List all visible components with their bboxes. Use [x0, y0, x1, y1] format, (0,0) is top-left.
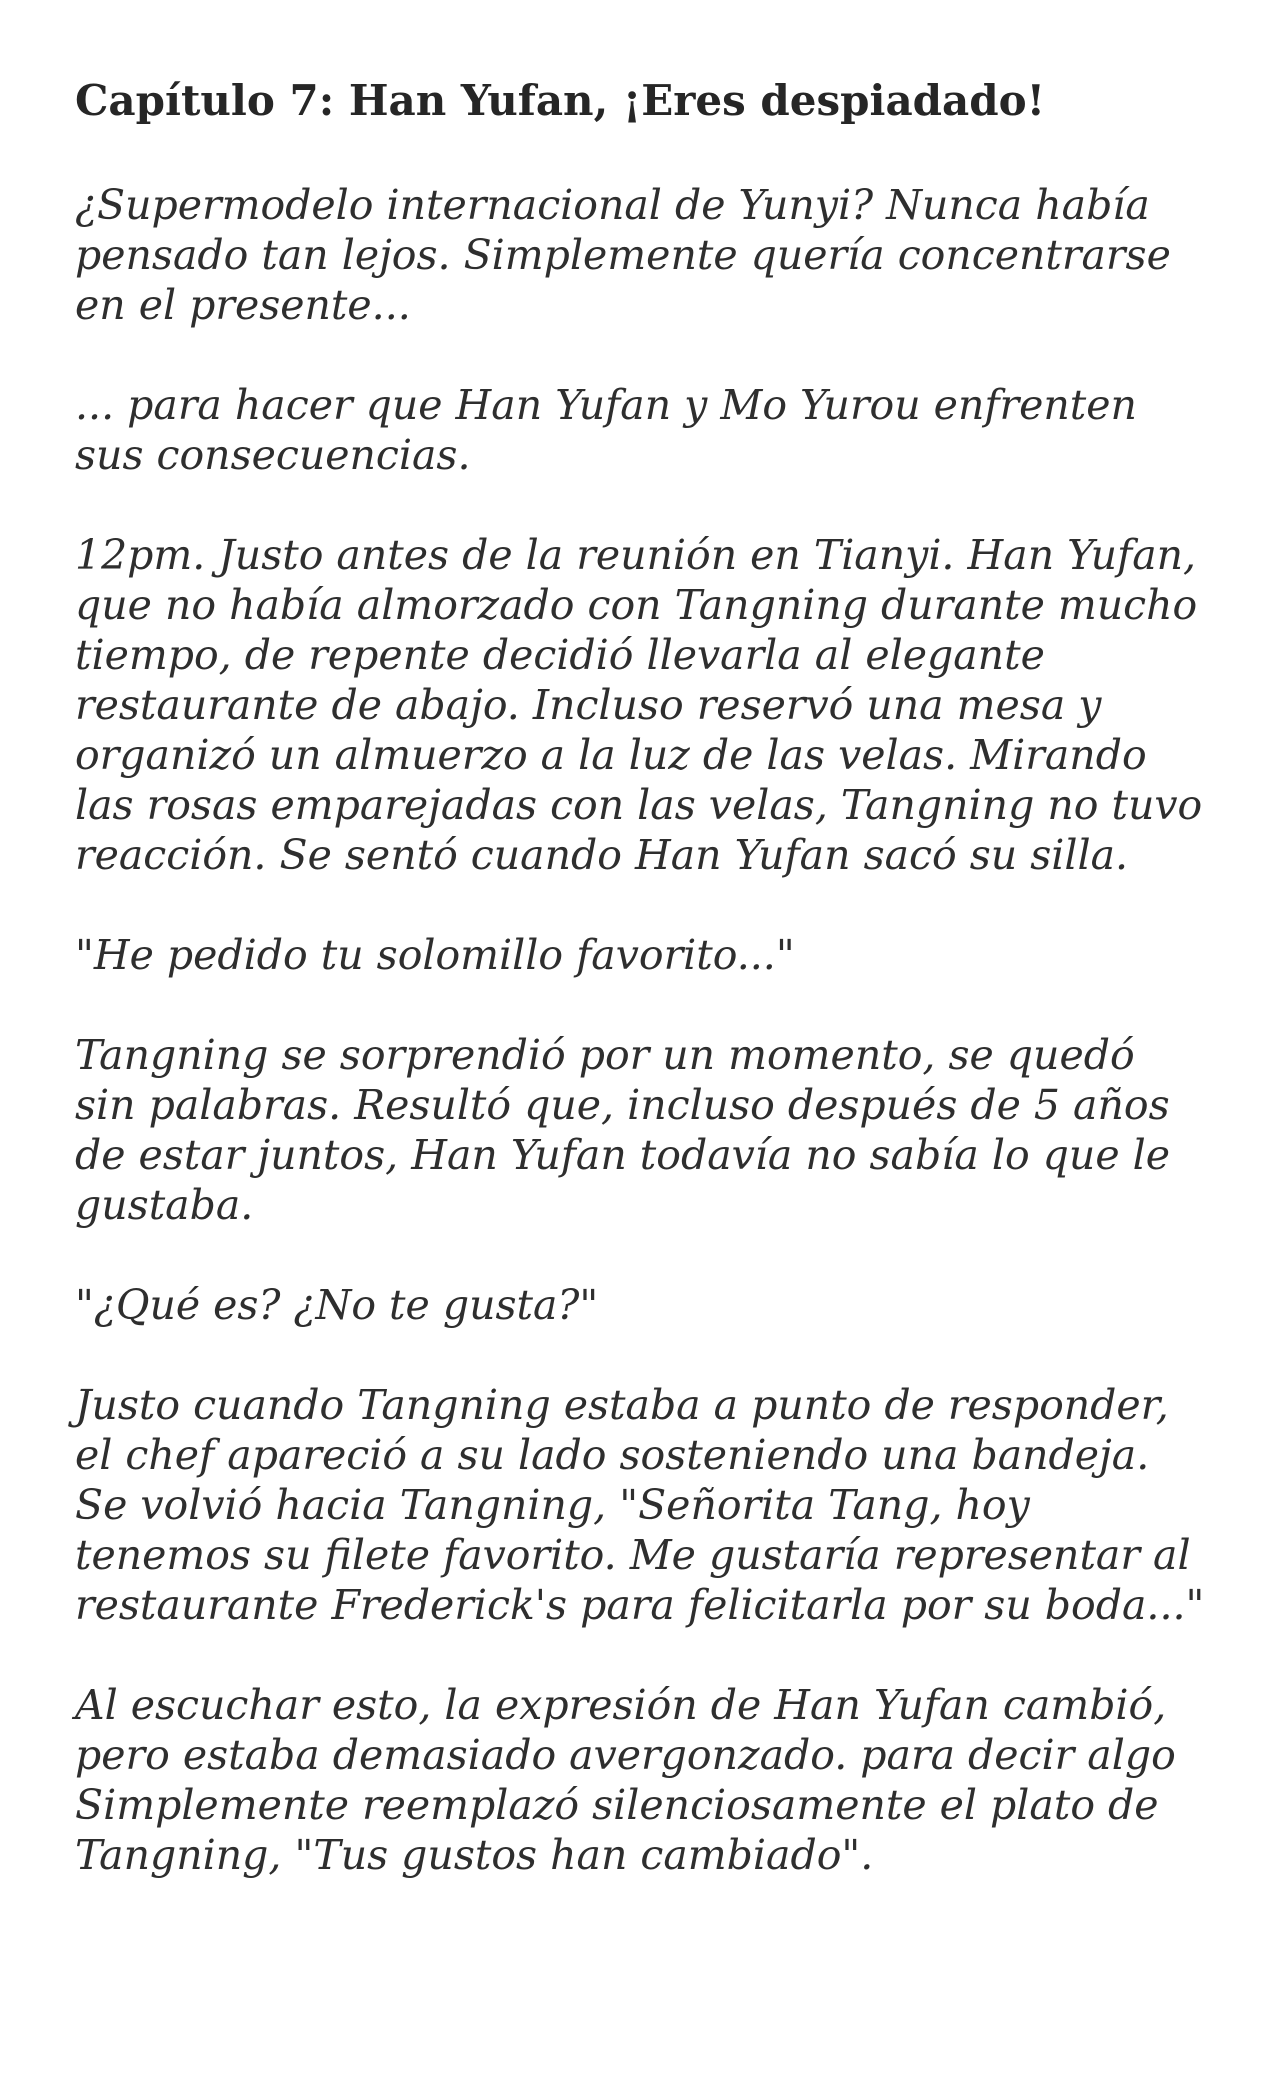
paragraph-2: ... para hacer que Han Yufan y Mo Yurou enfrenten sus consecuencias.: [75, 381, 1137, 479]
paragraph-4: "He pedido tu solomillo favorito...": [75, 931, 795, 979]
chapter-title: Capítulo 7: Han Yufan, ¡Eres despiadado!: [75, 76, 1046, 125]
paragraph-7: Justo cuando Tangning estaba a punto de responder, el chef apareció a su lado sosteniendo una bandeja. Se volvió hacia Tangning, "Señorita Tang, hoy tenemos su filete favorito. Me gustaría representar al restaurante Frederick's para felicitarla por su boda...": [75, 1381, 1205, 1629]
paragraph-3: 12pm. Justo antes de la reunión en Tianyi. Han Yufan, que no había almorzado con Tangning durante mucho tiempo, de repente decidió llevarla al elegante restaurante de abajo. Incluso reservó una mesa y organizó un almuerzo a la luz de las velas. Mirando las rosas emparejadas con las velas, Tangning no tuvo reacción. Se sentó cuando Han Yufan sacó su silla.: [75, 531, 1203, 879]
paragraph-1: ¿Supermodelo internacional de Yunyi? Nunca había pensado tan lejos. Simplemente quería concentrarse en el presente...: [75, 181, 1171, 329]
paragraph-8: Al escuchar esto, la expresión de Han Yufan cambió, pero estaba demasiado avergonzado. para decir algo Simplemente reemplazó silenciosamente el plato de Tangning, "Tus gustos han cambiado".: [75, 1681, 1176, 1879]
paragraph-5: Tangning se sorprendió por un momento, se quedó sin palabras. Resultó que, incluso después de 5 años de estar juntos, Han Yufan todavía no sabía lo que le gustaba.: [75, 1031, 1170, 1229]
paragraph-6: "¿Qué es? ¿No te gusta?": [75, 1281, 599, 1329]
chapter-page: [75, 72, 1205, 1880]
